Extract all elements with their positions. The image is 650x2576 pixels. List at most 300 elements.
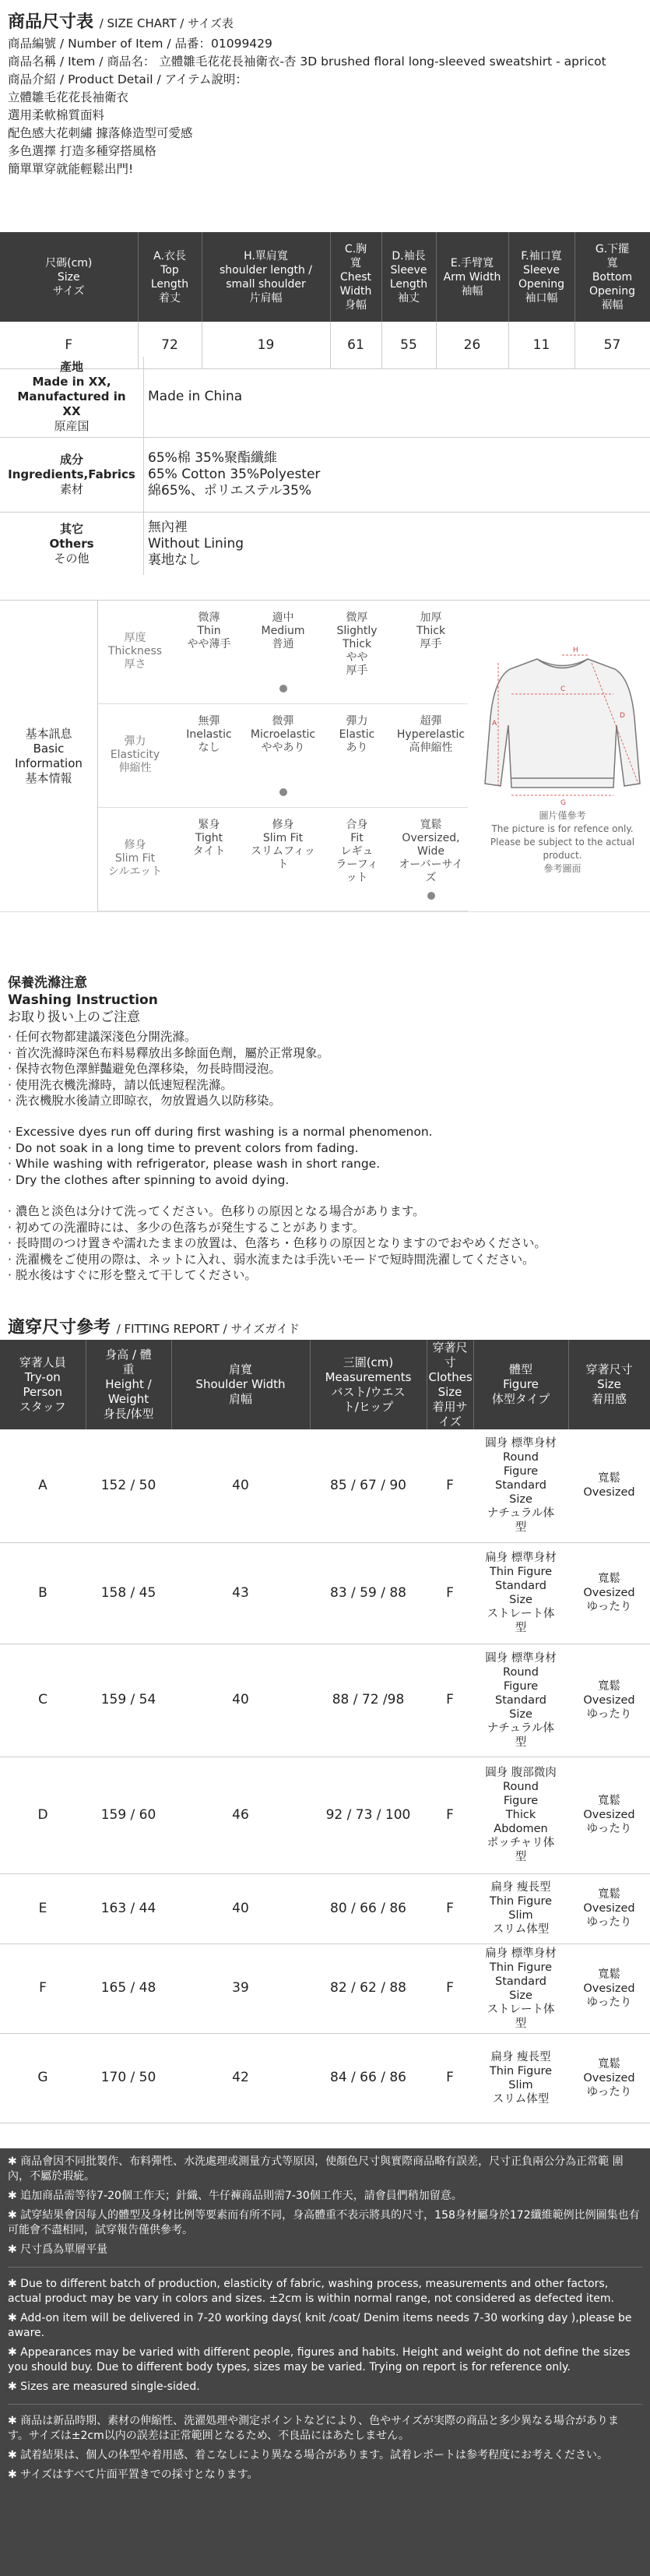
fit-col-header-line: 穿著尺寸 xyxy=(585,1362,633,1376)
fit-row xyxy=(0,1644,650,1757)
fit-figure-line: ストレート体 xyxy=(487,2003,555,2016)
washing-list-zh xyxy=(8,1029,329,1109)
note-item: ✱ Add-on item will be delivered in 7-20 working days( knit /coat/ Denim items needs 7-30 working day ),please be aware. xyxy=(8,2312,632,2339)
size-col-header-line: 着丈 xyxy=(159,291,181,305)
basic-info-option xyxy=(394,808,468,911)
info-line: 商品名稱 / Item / 商品名： 立體雛毛花花長袖衛衣-杏 3D brushed floral long-sleeved sweatshirt - apricot xyxy=(8,55,606,69)
basic-info-option-line: 適中 xyxy=(272,611,294,624)
fit-col-header xyxy=(568,1340,650,1429)
basic-info-option-line: 高伸縮性 xyxy=(409,742,453,754)
fit-cell: D xyxy=(0,1757,86,1873)
basic-info-head-line: Elasticity xyxy=(110,749,160,761)
fit-cell: F xyxy=(427,1542,473,1644)
basic-info-option-line: 厚手 xyxy=(346,664,368,677)
notes-en xyxy=(8,2277,642,2395)
basic-info-grid xyxy=(97,601,467,912)
basic-info-option xyxy=(172,808,246,911)
basic-info-option-line: Tight xyxy=(195,832,223,844)
fit-cell: 83 / 59 / 88 xyxy=(310,1542,427,1644)
size-chart xyxy=(0,232,650,353)
fit-row xyxy=(0,1429,650,1542)
washing-item: · 保持衣物色澤鮮豔避免色澤移染，勿長時間浸泡。 xyxy=(8,1062,281,1076)
label-line: 成分 xyxy=(59,453,83,467)
washing-item: · 洗衣機脫水後請立即晾衣，勿放置過久以防移染。 xyxy=(8,1094,281,1108)
fit-col-header xyxy=(427,1340,473,1429)
fit-cell: F xyxy=(427,2033,473,2123)
fit-figure-line: 扁身 瘦長型 xyxy=(490,2050,551,2063)
size-col-header xyxy=(330,232,381,322)
basic-info-head xyxy=(98,808,172,911)
washing-item: · 首次洗滌時深色布料易釋放出多餘面色劑，屬於正常現象。 xyxy=(8,1045,329,1060)
fit-figure-line: 扁身 標準身材 xyxy=(485,1552,557,1564)
basic-info-option-line: 普通 xyxy=(272,638,294,650)
size-col-header xyxy=(436,232,508,322)
label-stack xyxy=(49,522,93,566)
fit-col-header-line: Person xyxy=(23,1384,62,1399)
size-col-header-line: 袖口幅 xyxy=(525,291,558,305)
size-cell: F xyxy=(0,322,138,368)
washing-item: · While washing with refrigerator, please wash in short range. xyxy=(8,1157,381,1171)
svg-text:H: H xyxy=(573,647,578,654)
basic-info-option-line: Thick xyxy=(416,625,446,637)
fit-feel-line: Ovesized xyxy=(583,1486,635,1499)
fit-col-header-line: 重 xyxy=(122,1362,135,1376)
fit-feel-cell xyxy=(568,1542,650,1644)
size-col-header-line: 寬 xyxy=(606,256,618,270)
size-col-header xyxy=(381,232,436,322)
basic-info-option-line: 厚手 xyxy=(420,638,442,650)
fit-cell: 82 / 62 / 88 xyxy=(310,1943,427,2033)
size-cell: 57 xyxy=(574,322,650,368)
label-line: 原産国 xyxy=(54,419,90,433)
others-values xyxy=(148,513,244,575)
basic-info-option-line: Slightly xyxy=(336,625,378,637)
composition-value: 65% Cotton 35%Polyester xyxy=(148,467,321,482)
fit-col-header-line: 着用感 xyxy=(591,1392,627,1406)
fit-feel-line: ゆったり xyxy=(586,2085,632,2099)
label-line: Information xyxy=(15,756,83,770)
fit-col-header-line: バスト/ウエス xyxy=(331,1384,406,1399)
note-item: ✱ Appearances may be varied with different people, figures and habits. Height and weight do not define the sizes you should buy. Due to different body types, sizes may be varied. Trying on report is for reference only. xyxy=(8,2346,631,2373)
washing-title: 保養洗滌注意 Washing Instruction お取り扱い上のご注意 xyxy=(8,975,158,1025)
basic-info-head xyxy=(98,704,172,807)
size-col-header-line: D.袖長 xyxy=(392,249,426,263)
fit-col-header-line: イズ xyxy=(438,1414,462,1429)
fit-cell: F xyxy=(427,1873,473,1943)
basic-info-option-line: やや xyxy=(346,651,368,664)
fit-figure-line: スリム体型 xyxy=(492,2092,550,2106)
size-col-header-line: 片肩幅 xyxy=(249,291,283,305)
basic-info-head-line: Slim Fit xyxy=(114,852,156,865)
basic-info-option-line: 微彈 xyxy=(272,715,294,728)
basic-info-option-line: Microelastic xyxy=(250,728,316,741)
fit-cell: 159 / 60 xyxy=(86,1757,171,1873)
washing-item: · 長時間のつけ置きや濡れたままの放置は、色落ち・色移りの原因となりますのでおやめください。 xyxy=(8,1236,546,1250)
product-info xyxy=(0,0,650,234)
label-line: Ingredients,Fabrics xyxy=(8,467,135,481)
others-value: 裏地なし xyxy=(148,551,201,568)
size-col-header-line: Opening xyxy=(518,277,565,291)
note-item: ✱ サイズはすべて片面平置きでの採寸となります。 xyxy=(8,2469,258,2481)
size-col-header-line: A.衣長 xyxy=(153,249,186,263)
fit-cell: 85 / 67 / 90 xyxy=(310,1429,427,1542)
fit-col-header-line: ト/ヒップ xyxy=(343,1399,394,1414)
fit-col-header xyxy=(171,1340,310,1429)
size-col-header-line: 身幅 xyxy=(345,298,367,312)
basic-info-option-line: やや薄手 xyxy=(187,638,231,650)
fit-figure-line: ナチュラル体 xyxy=(487,1507,555,1521)
fit-figure-line: 扁身 瘦長型 xyxy=(490,1881,551,1894)
size-col-header-line: 裾幅 xyxy=(601,298,624,312)
fit-col-header-line: Try-on xyxy=(24,1369,61,1384)
fit-feel-line: 寬鬆 xyxy=(598,1795,620,1807)
fit-figure-line: Size xyxy=(509,1594,532,1606)
svg-text:G: G xyxy=(560,799,566,807)
fit-figure-line: Round xyxy=(503,1781,539,1793)
fit-col-header-line: 身高 / 體 xyxy=(105,1348,152,1362)
fit-figure-line: Thick xyxy=(505,1809,536,1821)
fit-col-header-line: Clothes xyxy=(428,1369,473,1384)
fit-col-header-line: Measurements xyxy=(325,1369,412,1384)
basic-info-label xyxy=(0,601,97,912)
size-cell: 55 xyxy=(381,322,436,368)
size-col-header-line: Length xyxy=(150,277,189,291)
fit-figure-cell xyxy=(473,1429,568,1542)
basic-info-option-line: ラーフィ xyxy=(336,858,378,871)
fit-col-header-line: Weight xyxy=(107,1392,149,1406)
size-col-header-line: Bottom xyxy=(592,270,633,284)
label-line: 其它 xyxy=(59,521,83,536)
size-col-header-line: Top xyxy=(160,263,179,277)
fit-row xyxy=(0,1943,650,2033)
basic-info-head-line: 彈力 xyxy=(124,735,146,748)
fit-feel-line: ゆったり xyxy=(586,1601,632,1613)
composition-label xyxy=(0,438,144,512)
basic-info-option-line: Slim Fit xyxy=(262,832,304,844)
fit-col-header-line: スタッフ xyxy=(19,1399,66,1414)
fit-col-header-line: 寸 xyxy=(444,1355,456,1369)
fit-cell: 40 xyxy=(171,1873,310,1943)
fit-feel-line: ゆったり xyxy=(586,1916,632,1929)
fit-figure-line: Slim xyxy=(508,2078,533,2091)
basic-info-option-line: 彈力 xyxy=(346,715,368,728)
fit-cell: 40 xyxy=(171,1644,310,1757)
label-line: 素材 xyxy=(59,482,83,496)
fit-figure-line: Thin Figure xyxy=(489,1566,553,1578)
size-col-header xyxy=(574,232,650,322)
size-col-header-line: 寬 xyxy=(350,256,361,270)
basic-info-head-line: 修身 xyxy=(124,839,146,851)
label-line: XX xyxy=(62,404,81,418)
basic-info-option-line: Fit xyxy=(350,832,364,844)
fit-figure-line: Figure xyxy=(503,1795,539,1807)
basic-info-option-line: 寬鬆 xyxy=(420,819,442,831)
note-item: ✱ Due to different batch of production, elasticity of fabric, washing process, measurements and other factors, actual product may be vary in colors and sizes. ±2cm is within normal range, not considered as defected item. xyxy=(8,2278,614,2305)
info-line: 立體雛毛花花長袖衛衣 xyxy=(8,90,129,104)
size-cell: 61 xyxy=(330,322,381,368)
fit-feel-line: ゆったり xyxy=(586,1996,632,2009)
svg-text:D: D xyxy=(620,712,625,720)
fit-col-header-line: Size xyxy=(597,1377,621,1391)
figure-caption-line: 圖片僅參考 xyxy=(539,810,586,821)
size-col-header-line: Size xyxy=(57,270,80,284)
fit-col-header-line: 體型 xyxy=(508,1362,532,1376)
basic-info-option xyxy=(320,704,394,807)
fit-figure-cell xyxy=(473,1757,568,1873)
label-line: Manufactured in xyxy=(17,389,126,403)
product-description xyxy=(8,35,642,178)
fit-col-header xyxy=(86,1340,171,1429)
fit-cell: B xyxy=(0,1542,86,1644)
size-col-header-line: 袖幅 xyxy=(461,284,483,298)
basic-info-option-line: 無彈 xyxy=(198,715,220,728)
fit-figure-line: Size xyxy=(509,1493,532,1506)
fit-figure-cell xyxy=(473,2033,568,2123)
size-col-header-line: C.胸 xyxy=(344,242,367,255)
figure-caption-line: The picture is for refence only. xyxy=(491,823,634,834)
washing-item: · 任何衣物都建議深淺色分開洗滌。 xyxy=(8,1030,197,1044)
fit-figure-line: Slim xyxy=(508,1909,533,1922)
fit-feel-cell xyxy=(568,1757,650,1873)
fit-feel-cell xyxy=(568,1429,650,1542)
figure-caption-line: Please be subject to the actual xyxy=(490,837,635,848)
fitting-table xyxy=(0,1340,650,2123)
size-col-header-line: Arm Width xyxy=(443,270,501,284)
basic-info-option-line: Thin xyxy=(197,625,221,637)
basic-info-option-line: タイト xyxy=(192,845,226,858)
fit-figure-cell xyxy=(473,1873,568,1943)
basic-info-option xyxy=(320,601,394,703)
composition-value: 65%棉 35%聚酯纖維 xyxy=(148,450,277,466)
fit-cell: 40 xyxy=(171,1429,310,1542)
fit-figure-line: 型 xyxy=(515,1851,527,1863)
fit-cell: 163 / 44 xyxy=(86,1873,171,1943)
fit-cell: 158 / 45 xyxy=(86,1542,171,1644)
fit-feel-line: Ovesized xyxy=(583,2071,635,2084)
fit-figure-line: Abdomen xyxy=(494,1823,548,1835)
fit-feel-line: Ovesized xyxy=(583,1693,635,1707)
basic-info-option-line: Elastic xyxy=(339,728,375,741)
basic-info-option xyxy=(172,601,246,703)
fit-figure-line: 型 xyxy=(515,1736,527,1749)
fit-figure-line: 型 xyxy=(515,2017,527,2030)
basic-info-option-line: オーバーサイ xyxy=(399,858,463,871)
note-item: ✱ 商品は新品時期、素材の伸縮性、洗濯処理や測定ポイントなどにより、色やサイズが実際の商品と多少異なる場合がありま す。サイズは±2cm以内の誤差は正常範囲となるため、不良品にはあたしません。 xyxy=(8,2415,620,2442)
fit-feel-line: 寬鬆 xyxy=(598,2057,620,2070)
size-col-header xyxy=(508,232,574,322)
fit-cell: A xyxy=(0,1429,86,1542)
fit-feel-line: Ovesized xyxy=(583,1902,635,1915)
basic-info-option-line: ややあり xyxy=(261,742,305,754)
fit-cell: 46 xyxy=(171,1757,310,1873)
fit-cell: 92 / 73 / 100 xyxy=(310,1757,427,1873)
fit-col-header-line: 三圍(cm) xyxy=(343,1355,394,1369)
size-col-header-line: F.袖口寬 xyxy=(521,249,562,263)
fit-cell: F xyxy=(427,1429,473,1542)
fit-cell: 39 xyxy=(171,1943,310,2033)
info-line: 配色感大花刺繡 據落條造型可愛感 xyxy=(8,126,193,140)
fit-cell: G xyxy=(0,2033,86,2123)
fit-cell: 84 / 66 / 86 xyxy=(310,2033,427,2123)
fit-cell: E xyxy=(0,1873,86,1943)
label-stack xyxy=(8,453,135,497)
fit-cell: F xyxy=(427,1943,473,2033)
note-item: ✱ 尺寸爲為單層平量 xyxy=(8,2243,108,2256)
fit-row xyxy=(0,1757,650,1873)
fit-feel-line: ゆったり xyxy=(586,1707,632,1721)
fit-cell: 170 / 50 xyxy=(86,2033,171,2123)
size-col-header xyxy=(202,232,330,322)
fit-feel-line: 寬鬆 xyxy=(598,1472,620,1485)
fit-feel-line: Ovesized xyxy=(583,1982,635,1995)
fit-figure-line: Figure xyxy=(503,1679,539,1693)
notes-zh xyxy=(8,2155,642,2257)
washing-instruction xyxy=(0,911,650,1320)
fit-row xyxy=(0,2033,650,2123)
svg-text:A: A xyxy=(492,720,497,728)
fit-cell: F xyxy=(427,1644,473,1757)
basic-info-option-line: 合身 xyxy=(346,819,368,831)
basic-info-option xyxy=(320,808,394,911)
fit-cell: C xyxy=(0,1644,86,1757)
fit-col-header-line: 肩寬 xyxy=(228,1362,252,1376)
figure-caption-line: 參考圖面 xyxy=(543,863,581,874)
washing-item: · 洗濯機をご使用の際は、ネットに入れ、弱水流または手洗いモードで短時間洗濯してください。 xyxy=(8,1252,535,1267)
others-label xyxy=(0,513,144,575)
fit-figure-cell xyxy=(473,1542,568,1644)
label-stack xyxy=(15,727,83,786)
fit-row xyxy=(0,1873,650,1943)
fitting-title: 適穿尺寸參考 / FITTING REPORT / サイズガイド xyxy=(8,1318,300,1337)
basic-info-option-line: 超彈 xyxy=(420,715,442,728)
washing-item: · 初めての洗濯時には、多少の色落ちが発生することがあります。 xyxy=(8,1220,365,1235)
fit-cell: 88 / 72 /98 xyxy=(310,1644,427,1757)
size-chart-table xyxy=(0,232,650,369)
origin-label xyxy=(0,357,144,437)
basic-info-head-line: 厚さ xyxy=(124,658,146,671)
basic-information xyxy=(0,600,650,911)
fit-feel-cell xyxy=(568,2033,650,2123)
label-line: 基本情報 xyxy=(25,771,72,785)
size-col-header-line: G.下擺 xyxy=(595,242,630,255)
washing-item: · Do not soak in a long time to prevent colors from fading. xyxy=(8,1140,359,1155)
fit-figure-line: Standard xyxy=(495,1693,546,1707)
fit-figure-line: Figure xyxy=(503,1465,539,1478)
others-row xyxy=(0,513,650,575)
label-line: 產地 xyxy=(59,360,83,374)
washing-list-ja xyxy=(8,1203,546,1284)
size-col-header-line: サイズ xyxy=(52,284,85,298)
basic-info-option-line: なし xyxy=(198,742,220,754)
basic-info-option-line: Hyperelastic xyxy=(396,728,466,741)
basic-info-option-line: 緊身 xyxy=(198,819,220,831)
notes xyxy=(0,2148,650,2576)
fit-col-header-line: 穿著尺 xyxy=(432,1340,468,1355)
basic-info-option-line: Thick xyxy=(342,638,372,650)
origin-value: Made in China xyxy=(148,389,243,404)
fit-figure-line: 型 xyxy=(515,1521,527,1535)
basic-info-head xyxy=(98,601,172,703)
fit-feel-line: 寬鬆 xyxy=(598,1573,620,1585)
notes-divider xyxy=(8,2404,642,2405)
info-line: 商品編號 / Number of Item / 品番：01099429 xyxy=(8,37,272,51)
fit-col-header-line: Size xyxy=(437,1384,462,1399)
basic-info-option xyxy=(394,601,468,703)
basic-info-option xyxy=(246,601,320,703)
fit-feel-cell xyxy=(568,1873,650,1943)
fit-feel-line: 寬鬆 xyxy=(598,1968,620,1981)
figure-caption-line: product. xyxy=(543,850,582,861)
size-cell: 11 xyxy=(508,322,574,368)
fit-figure-line: Thin Figure xyxy=(489,1895,553,1908)
fit-cell: 152 / 50 xyxy=(86,1429,171,1542)
fitting-report xyxy=(0,1316,650,2150)
fit-feel-line: ゆったり xyxy=(586,1823,632,1835)
size-chart-title: 商品尺寸表 / SIZE CHART / サイズ表 xyxy=(8,12,234,32)
basic-info-option xyxy=(246,704,320,807)
basic-info-option-line: 微薄 xyxy=(198,611,220,624)
fit-feel-line: 寬鬆 xyxy=(598,1888,620,1901)
basic-info-head-line: 厚度 xyxy=(124,632,146,644)
info-line: 商品介紹 / Product Detail / アイテム說明： xyxy=(8,72,248,86)
fit-figure-line: Size xyxy=(509,1989,532,2002)
fit-figure-line: Thin Figure xyxy=(489,2064,553,2077)
fit-figure-line: スリム体型 xyxy=(492,1923,550,1936)
others-value: Without Lining xyxy=(148,535,244,551)
basic-info-head-line: 伸縮性 xyxy=(118,762,152,774)
size-col-header xyxy=(138,232,202,322)
fit-figure-line: Standard xyxy=(495,1975,546,1988)
note-item: ✱ Sizes are measured single-sided. xyxy=(8,2380,200,2393)
fit-col-header-line: Shoulder Width xyxy=(195,1377,286,1391)
label-line: 基本訊息 xyxy=(25,727,72,741)
basic-info-option-line: 微厚 xyxy=(346,611,368,624)
label-line: Basic xyxy=(33,742,65,756)
info-line: 簡單單穿就能輕鬆出門! xyxy=(8,162,134,176)
origin-row xyxy=(0,357,650,438)
fit-row xyxy=(0,1542,650,1644)
sweatshirt-diagram xyxy=(475,601,650,912)
selected-dot-icon xyxy=(427,892,435,900)
fit-figure-line: Thin Figure xyxy=(489,1961,553,1974)
washing-item: · Dry the clothes after spinning to avoid dying. xyxy=(8,1172,290,1187)
note-item: ✱ 試穿結果會因每人的體型及身材比例等要素而有所不同，身高體重不表示將具的尺寸，158身材屬身於172纖維範例比例圖集也有可能會不盡相同，試穿報告僅供參考。 xyxy=(8,2209,640,2236)
selected-dot-icon xyxy=(279,788,287,796)
basic-info-option-line: ズ xyxy=(425,872,437,884)
fit-col-header-line: Figure xyxy=(503,1377,539,1391)
basic-info-option xyxy=(394,704,468,807)
fit-figure-cell xyxy=(473,1943,568,2033)
svg-text:C: C xyxy=(560,685,566,693)
washing-item: · 脱水後はすぐに形を整えて干してください。 xyxy=(8,1268,257,1282)
size-col-header-line: Length xyxy=(389,277,428,291)
fit-figure-line: 圓身 標準身材 xyxy=(485,1437,557,1450)
size-col-header-line: Width xyxy=(339,284,372,298)
basic-info-row xyxy=(98,704,468,808)
fit-cell: 80 / 66 / 86 xyxy=(310,1873,427,1943)
sweatshirt-diagram-icon xyxy=(475,601,650,811)
size-cell: 19 xyxy=(202,322,330,368)
note-item: ✱ 商品會因不同批製作、布料彈性、水洗處理或測量方式等原因，使顏色尺寸與實際商品略有誤差，尺寸正負兩公分為正常範 圍內，不屬於瑕疵。 xyxy=(8,2155,624,2183)
size-col-header-line: Sleeve xyxy=(390,263,427,277)
basic-info-option-line: Inelastic xyxy=(186,728,232,741)
fit-cell: 165 / 48 xyxy=(86,1943,171,2033)
basic-info-head-line: Thickness xyxy=(107,645,163,657)
size-col-header-line: 袖丈 xyxy=(398,291,420,305)
fit-col-header-line: 肩幅 xyxy=(228,1392,252,1406)
composition-value: 綿65%、ポリエステル35% xyxy=(148,483,312,499)
selected-dot-icon xyxy=(279,685,287,692)
